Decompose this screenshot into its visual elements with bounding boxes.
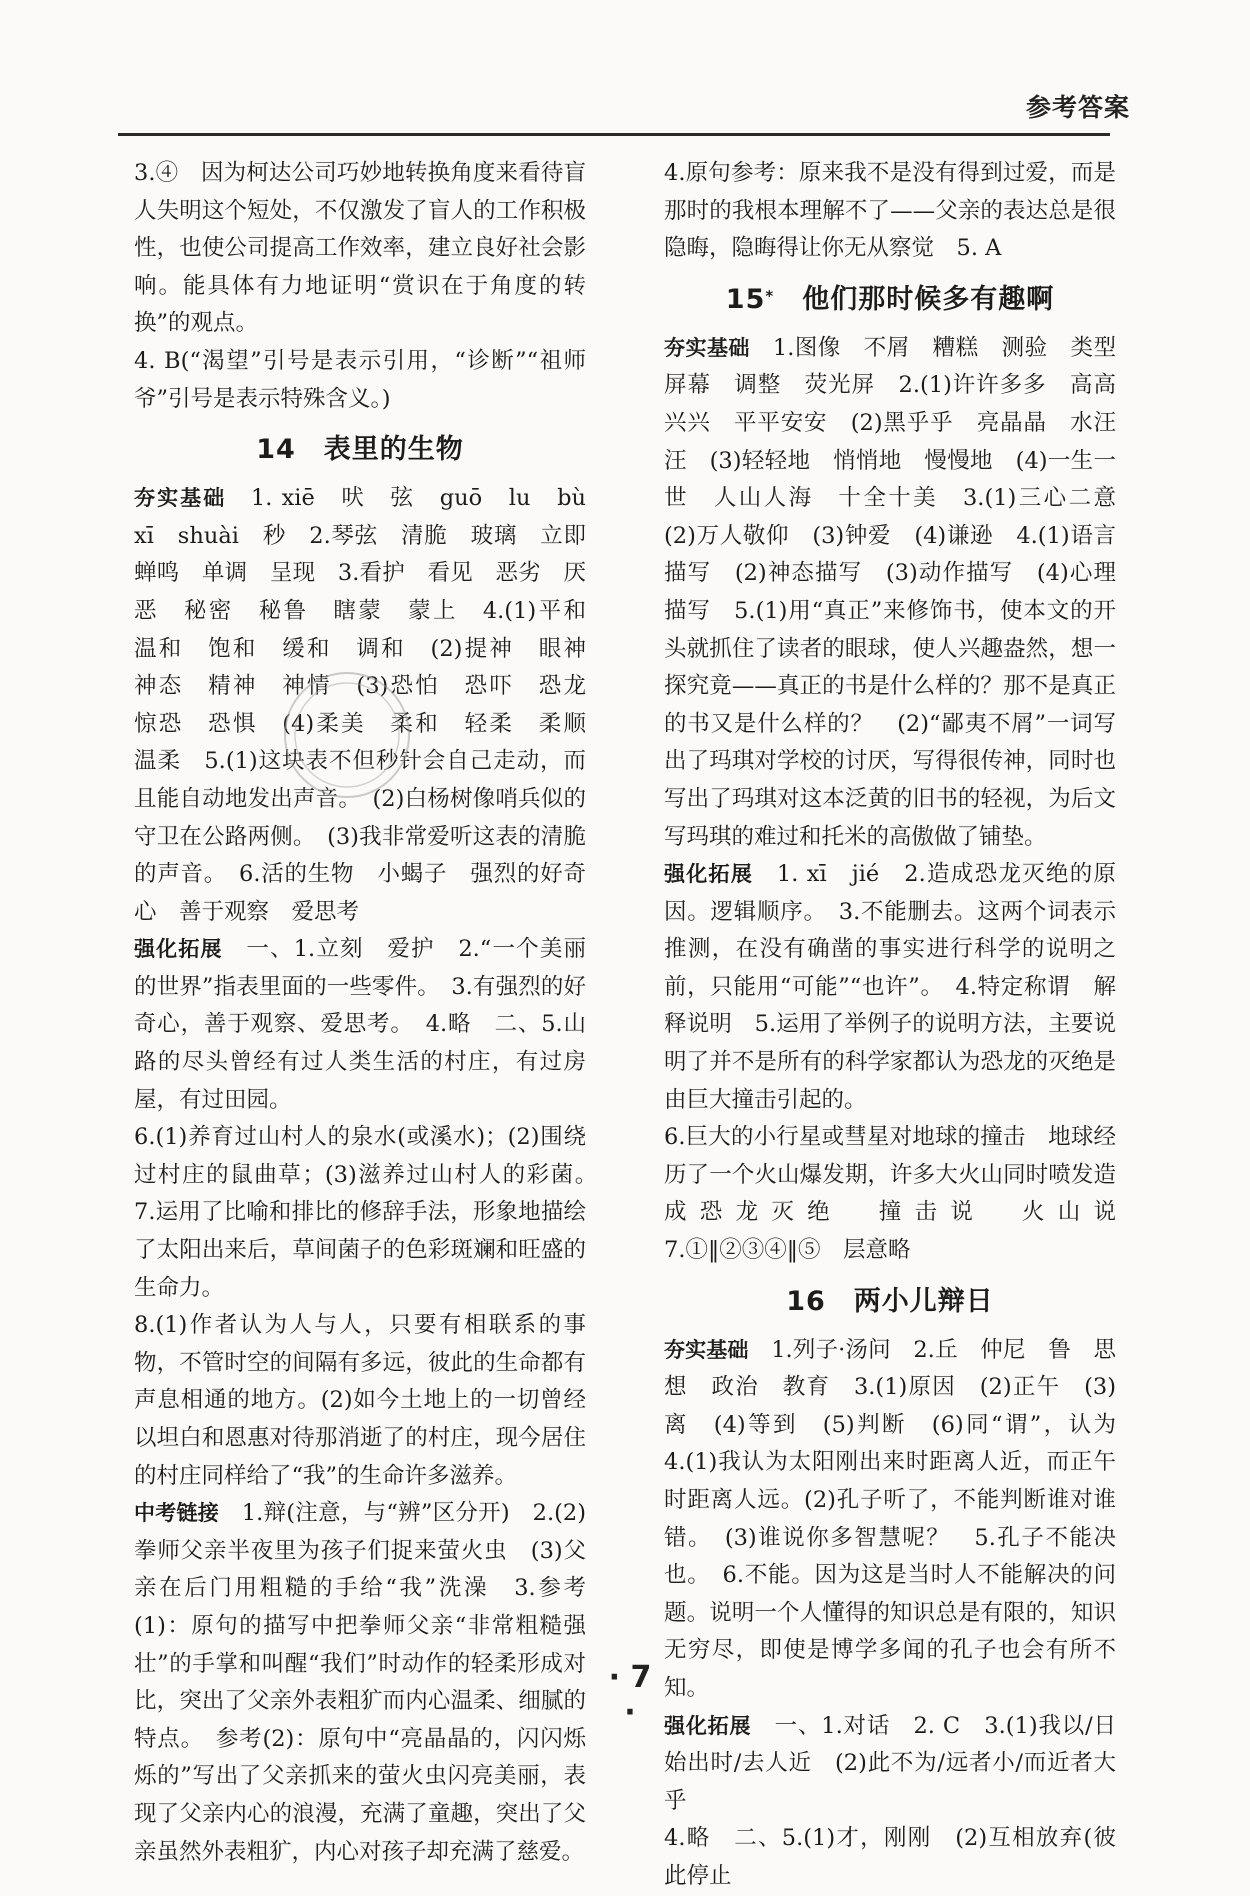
lesson-number: 16 <box>786 1285 826 1317</box>
answer-paragraph <box>664 330 1139 856</box>
answer-paragraph: 6.(1)养育过山村人的泉水(或溪水)；(2)围绕过村庄的鼠曲草；(3)滋养过山村人的彩菌。 7.运用了比喻和排比的修辞手法，形象地描绘了太阳出来后，草间菌子的色彩斑斓和旺盛的生命力。 <box>134 1124 609 1301</box>
answer-text: 1.辩(注意，与“辨”区分开) 2.(2)拳师父亲半夜里为孩子们捉来萤火虫 (3)父亲在后门用粗糙的手给“我”洗澡 3.参考(1)：原句的描写中把拳师父亲“非常粗糙强壮”的手掌和叫醒“我们”时动作的轻柔形成对比，突出了父亲外表粗犷而内心温柔、细腻的特点。 参考(2)：原句中“亮晶晶的，闪闪烁烁的”写出了父亲抓来的萤火虫闪亮美丽，表现了父亲内心的浪漫，充满了童趣，突出了父亲虽然外表粗犷，内心对孩子却充满了慈爱。 <box>134 1500 586 1865</box>
page-number: · 7 · <box>608 1660 652 1730</box>
section-label: 中考链接 <box>134 1501 220 1526</box>
lesson-name: 两小儿辩日 <box>853 1285 994 1317</box>
section-label: 夯实基础 <box>134 486 227 511</box>
lesson-name: 他们那时候多有趣啊 <box>802 283 1055 315</box>
lesson-title <box>664 1272 1116 1332</box>
answer-paragraph <box>134 1495 586 1871</box>
right-column <box>664 155 1139 1896</box>
left-column <box>134 155 609 1871</box>
lesson-number: 15 <box>725 283 766 315</box>
answer-paragraph <box>664 856 1116 1119</box>
answer-text: 1.列子·汤问 2.丘 仲尼 鲁 思想 政治 教育 3.(1)原因 (2)正午 (3)离 (4)等到 (5)判断 (6)同“谓”，认为 4.(1)我认为太阳刚出来时距离人近，而正午时距离人远。(2)孔子听了，不能判断谁对谁错。 (3)谁说你多智慧呢？ 5.孔子不能决也。 6.不能。因为这是当时人不能解决的问题。说明一个人懂得的知识总是有限的，知识无穷尽，即使是博学多闻的孔子也会有所不知。 <box>664 1336 1139 1701</box>
answer-text: 1.图像 不屑 糟糕 测验 类型 屏幕 调整 荧光屏 2.(1)许许多多 高高兴兴 平平安安 (2)黑乎乎 亮晶晶 水汪汪 (3)轻轻地 悄悄地 慢慢地 (4)一生一世 人山人海 十全十美 3.(1)三心二意 (2)万人敬仰 (3)钟爱 (4)谦逊 4.(1)语言描写 (2)神态描写 (3)动作描写 (4)心理描写 5.(1)用“真正”来修饰书，使本文的开头就抓住了读者的眼球，使人兴趣盎然，想一探究竟——真正的书是什么样的？那不是真正的书又是什么样的？ (2)“鄙夷不屑”一词写出了玛琪对学校的讨厌，写得很传神，同时也写出了玛琪对这本泛黄的旧书的轻视，为后文写玛琪的难过和托米的高傲做了铺垫。 <box>664 334 1139 850</box>
lesson-title <box>664 270 1116 330</box>
answer-paragraph: 4. B(“渴望”引号是表示引用，“诊断”“祖师爷”引号是表示特殊含义。) <box>134 347 586 412</box>
answer-text: 一、1.立刻 爱护 2.“一个美丽的世界”指表里面的一些零件。 3.有强烈的好奇心，善于观察、爱思考。 4.略 二、5.山路的尽头曾经有过人类生活的村庄，有过房屋，有过田园。 <box>134 936 586 1113</box>
lesson-name: 表里的生物 <box>323 434 464 466</box>
lesson-number: 14 <box>256 434 296 466</box>
answer-paragraph: 6.巨大的小行星或彗星对地球的撞击 地球经历了一个火山爆发期，许多大火山同时喷发造成恐龙灭绝 撞击说 火山说 7.①‖②③④‖⑤ 层意略 <box>664 1124 1139 1264</box>
section-label: 强化拓展 <box>664 1713 752 1738</box>
optional-lesson-star: * <box>765 286 775 305</box>
answer-paragraph <box>664 1332 1139 1708</box>
answer-text: 1. xiē 吠 弦 guō lu bù xī shuài 秒 2.琴弦 清脆 玻璃 立即 蝉鸣 单调 呈现 3.看护 看见 恶劣 厌恶 秘密 秘鲁 瞎蒙 蒙上 4.(1)平和 温和 饱和 缓和 调和 (2)提神 眼神 神态 精神 神情 (3)恐怕 恐吓 恐龙 惊恐 恐惧 (4)柔美 柔和 轻柔 柔顺 温柔 5.(1)这块表不但秒针会自己走动，而且能自动地发出声音。 (2)白杨树像哨兵似的守卫在公路两侧。 (3)我非常爱听这表的清脆的声音。 6.活的生物 小蝎子 强烈的好奇心 善于观察 爱思考 <box>134 485 609 925</box>
header-rule <box>118 133 1110 136</box>
answer-paragraph: 4.略 二、5.(1)才，刚刚 (2)互相放弃(彼此停止 <box>664 1825 1116 1889</box>
stamp-icon <box>272 660 422 810</box>
answer-text: 1. xī jié 2.造成恐龙灭绝的原因。逻辑顺序。 3.不能删去。这两个词表示推测，在没有确凿的事实进行科学的说明之前，只能用“可能”“也许”。 4.特定称谓 解释说明 5.运用了举例子的说明方法，主要说明了并不是所有的科学家都认为恐龙的灭绝是由巨大撞击引起的。 <box>664 861 1116 1113</box>
answer-paragraph: 8.(1)作者认为人与人，只要有相联系的事物，不管时空的间隔有多远，彼此的生命都有声息相通的地方。(2)如今土地上的一切曾经以坦白和恩惠对待那消逝了的村庄，现今居住的村庄同样给了“我”的生命许多滋养。 <box>134 1312 586 1489</box>
answer-paragraph: 4.原句参考：原来我不是没有得到过爱，而是那时的我根本理解不了——父亲的表达总是很隐晦，隐晦得让你无从察觉 5. A <box>664 160 1116 262</box>
answer-paragraph <box>664 1708 1116 1821</box>
section-label: 夯实基础 <box>664 335 750 360</box>
answer-text: 一、1.对话 2. C 3.(1)我以/日始出时/去人近 (2)此不为/远者小/而近者大乎 <box>664 1712 1116 1814</box>
lesson-title <box>134 420 586 480</box>
section-label: 强化拓展 <box>134 937 223 962</box>
answer-paragraph: 3.④ 因为柯达公司巧妙地转换角度来看待盲人失明这个短处，不仅激发了盲人的工作积极性，也使公司提高工作效率，建立良好社会影响。能具体有力地证明“赏识在于角度的转换”的观点。 <box>134 160 586 337</box>
section-label: 夯实基础 <box>664 1337 749 1362</box>
header-label: 参考答案 <box>1025 93 1130 122</box>
answer-paragraph <box>134 931 586 1119</box>
section-label: 强化拓展 <box>664 862 754 887</box>
